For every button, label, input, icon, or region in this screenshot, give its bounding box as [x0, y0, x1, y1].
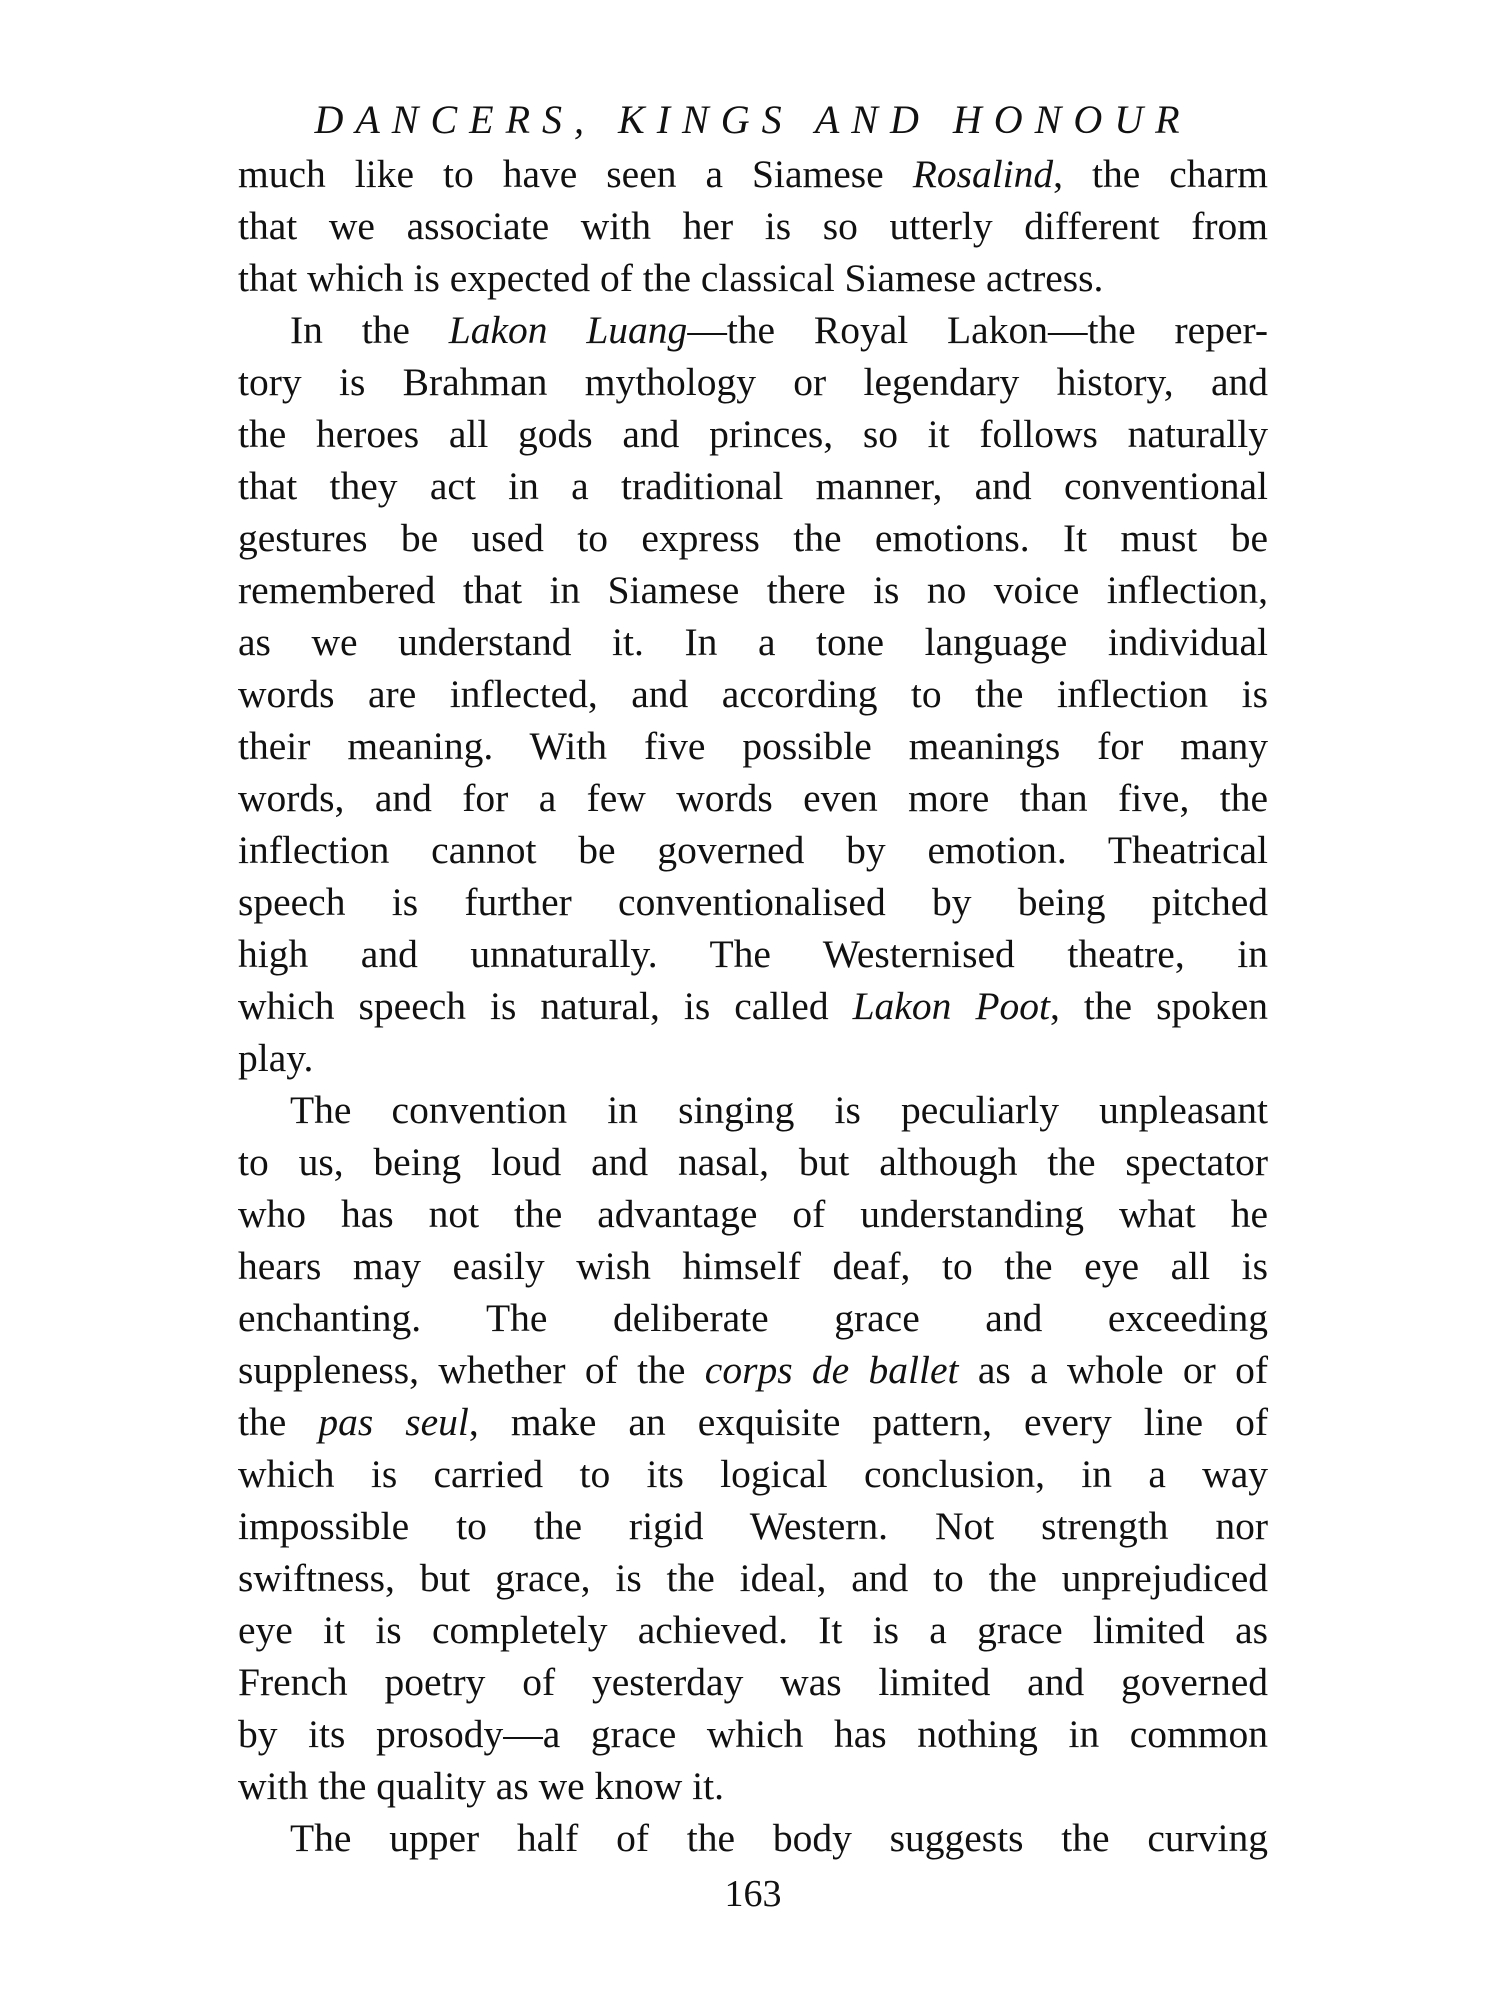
- text-line: enchanting. The deliberate grace and exceeding: [238, 1296, 1268, 1340]
- text-line: the pas seul, make an exquisite pattern, every line of: [238, 1400, 1269, 1444]
- text-line: by its prosody—a grace which has nothing in common: [238, 1712, 1268, 1756]
- text-line: The upper half of the body suggests the curving: [290, 1816, 1268, 1860]
- text-line: that which is expected of the classical Siamese actress.: [238, 256, 1104, 300]
- text-line: that we associate with her is so utterly different from: [238, 204, 1268, 248]
- text-line: suppleness, whether of the corps de ballet as a whole or of: [238, 1348, 1268, 1392]
- text-line: inflection cannot be governed by emotion. Theatrical: [238, 828, 1268, 872]
- running-head: DANCERS, KINGS AND HONOUR: [314, 97, 1192, 142]
- book-page: [238, 92, 1268, 1920]
- text-line: words, and for a few words even more than five, the: [238, 776, 1268, 820]
- text-line: who has not the advantage of understanding what he: [238, 1192, 1268, 1236]
- text-line: as we understand it. In a tone language individual: [238, 620, 1268, 664]
- text-line: French poetry of yesterday was limited and governed: [238, 1660, 1268, 1704]
- text-line: remembered that in Siamese there is no voice inflection,: [238, 568, 1268, 612]
- text-line: speech is further conventionalised by being pitched: [238, 880, 1268, 924]
- text-line: the heroes all gods and princes, so it follows naturally: [238, 412, 1268, 456]
- text-line: with the quality as we know it.: [238, 1764, 724, 1808]
- text-line: In the Lakon Luang—the Royal Lakon—the reper-: [290, 308, 1268, 352]
- text-line: to us, being loud and nasal, but although the spectator: [238, 1140, 1268, 1184]
- text-line: gestures be used to express the emotions. It must be: [238, 516, 1268, 560]
- text-line: which speech is natural, is called Lakon Poot, the spoken: [238, 984, 1269, 1028]
- text-line: The convention in singing is peculiarly unpleasant: [290, 1088, 1268, 1132]
- page-number: 163: [724, 1873, 782, 1915]
- text-line: hears may easily wish himself deaf, to the eye all is: [238, 1244, 1268, 1288]
- text-line: play.: [238, 1036, 314, 1080]
- text-line: eye it is completely achieved. It is a grace limited as: [238, 1608, 1268, 1652]
- text-line: which is carried to its logical conclusion, in a way: [238, 1452, 1268, 1496]
- text-line: high and unnaturally. The Westernised theatre, in: [238, 932, 1268, 976]
- text-line: words are inflected, and according to the inflection is: [238, 672, 1268, 716]
- body-text: [238, 148, 1268, 1864]
- text-line: tory is Brahman mythology or legendary history, and: [238, 360, 1268, 404]
- text-line: much like to have seen a Siamese Rosalind, the charm: [238, 152, 1268, 196]
- text-line: that they act in a traditional manner, and conventional: [238, 464, 1268, 508]
- text-line: impossible to the rigid Western. Not strength nor: [238, 1504, 1268, 1548]
- text-line: their meaning. With five possible meanings for many: [238, 724, 1268, 768]
- text-line: swiftness, but grace, is the ideal, and to the unprejudiced: [238, 1556, 1268, 1600]
